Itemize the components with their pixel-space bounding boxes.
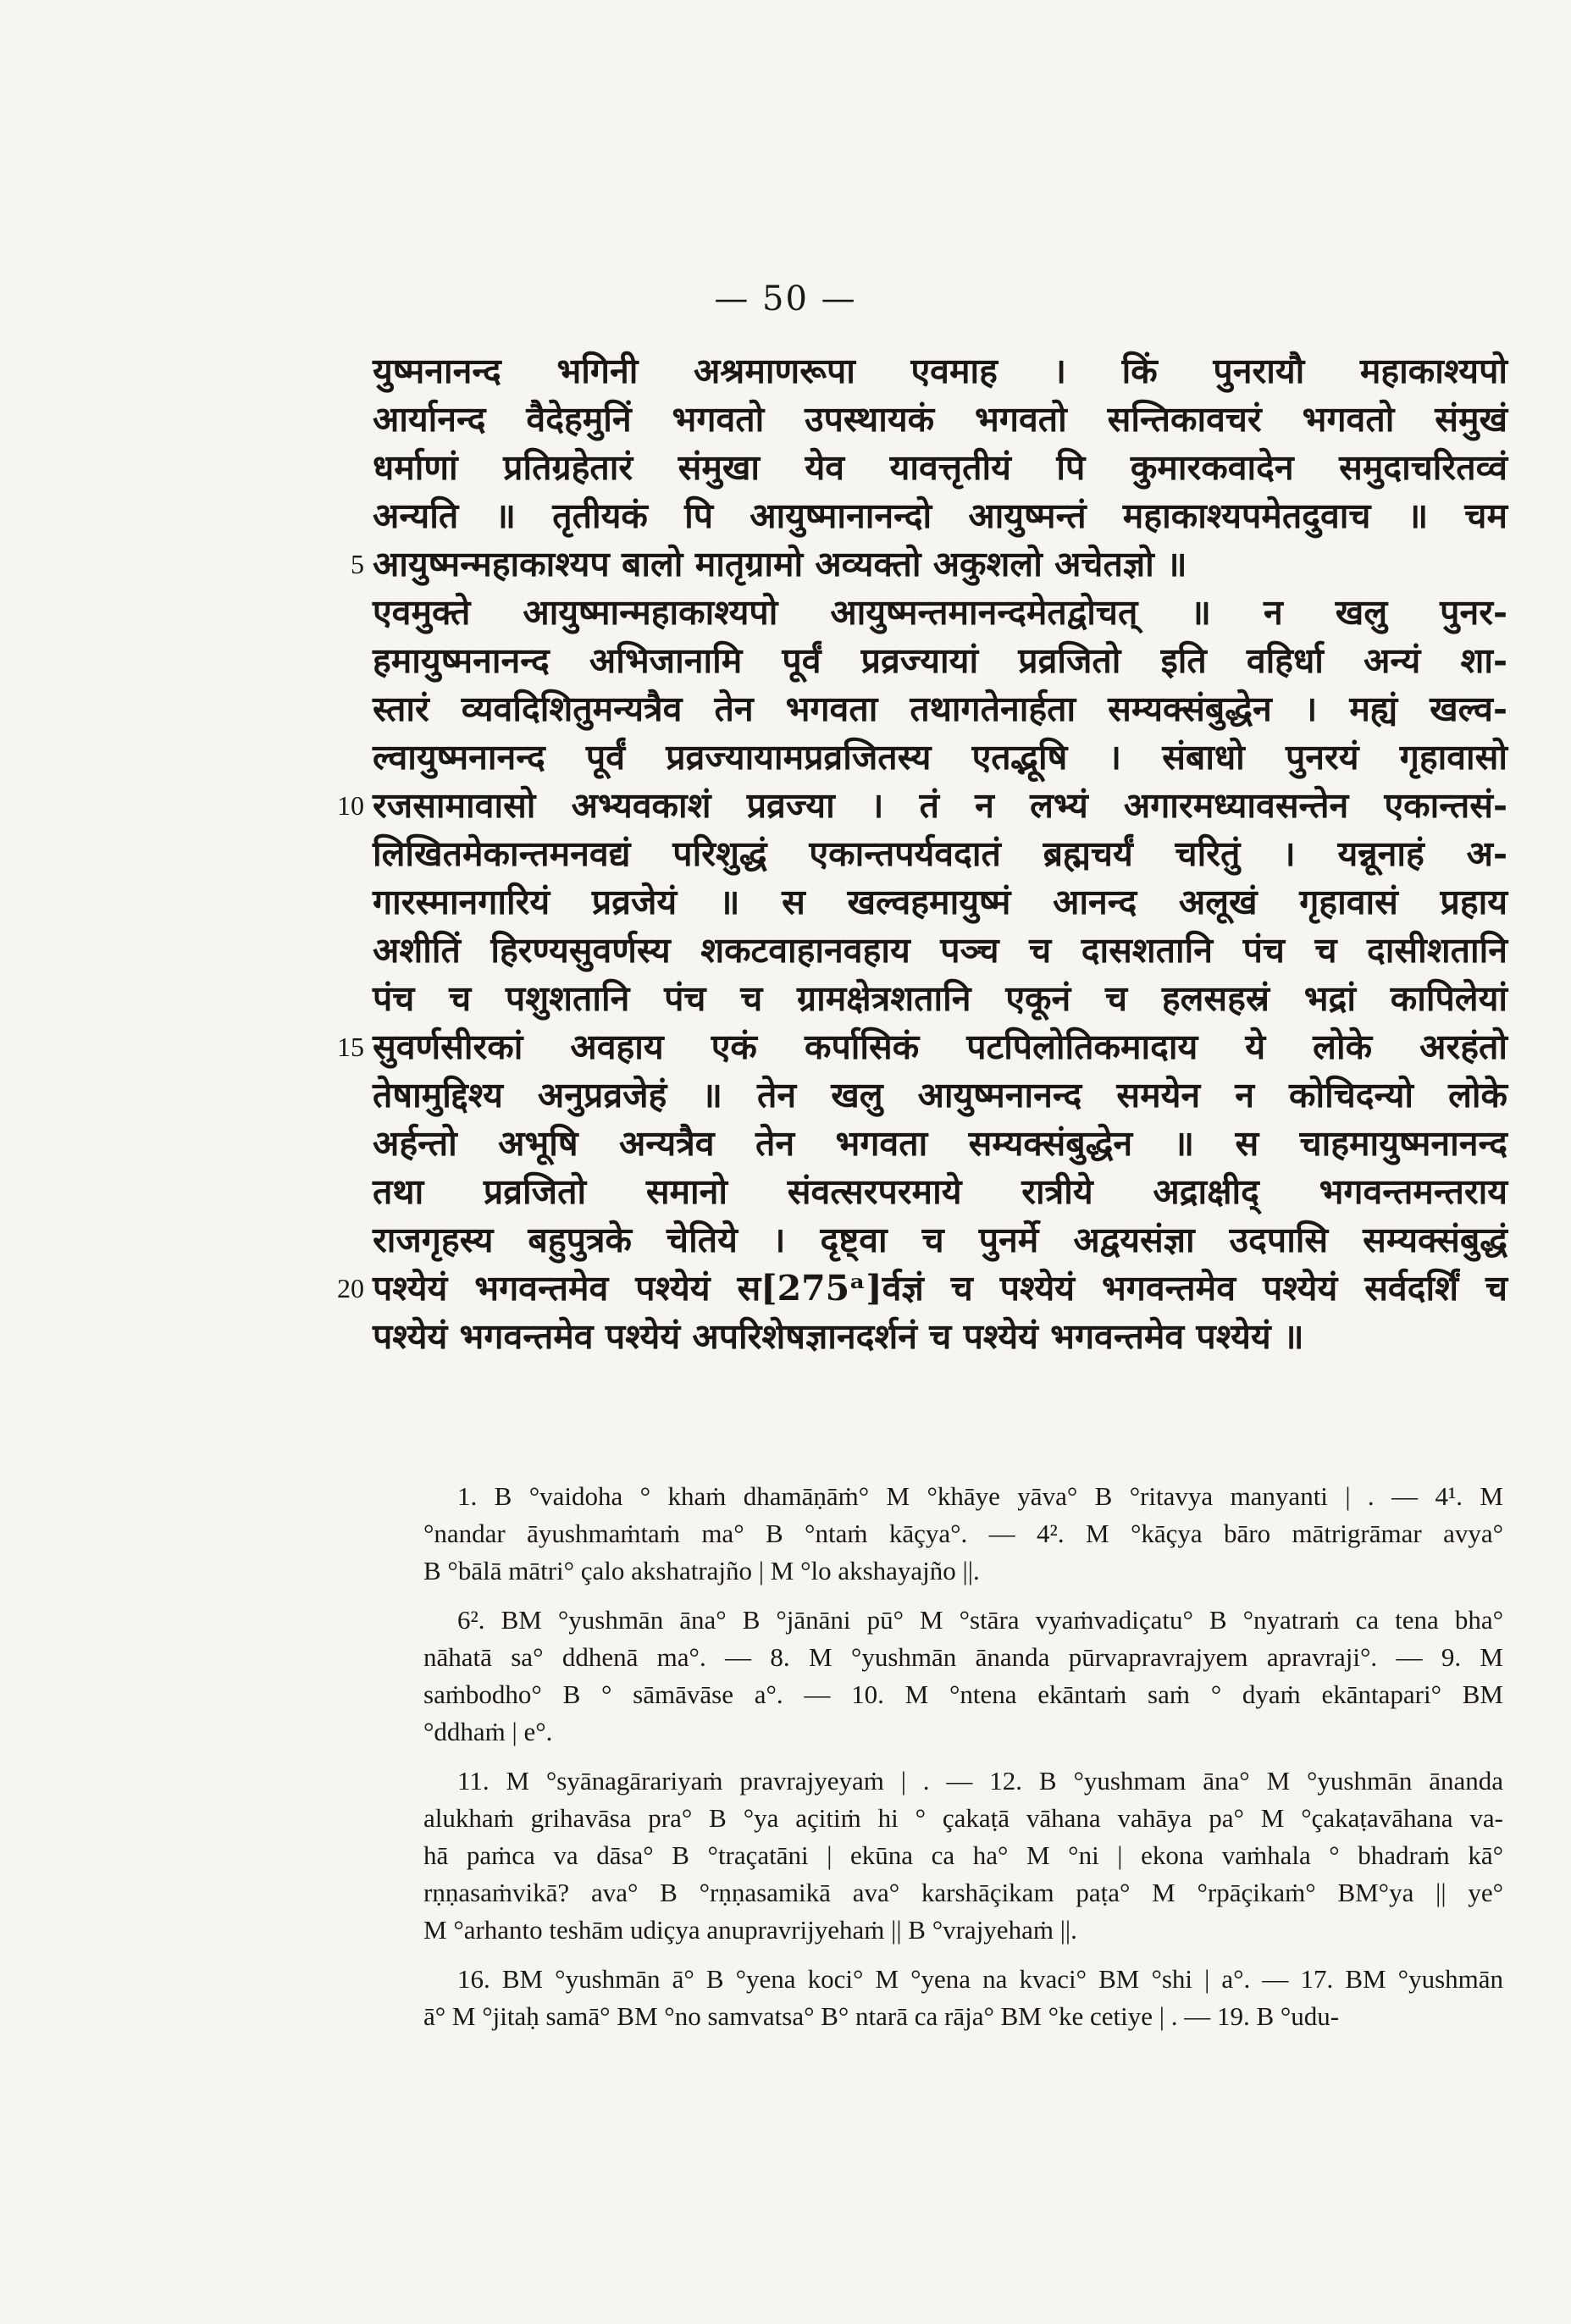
- line-number: 5: [351, 549, 364, 579]
- line-number: 10: [337, 790, 364, 821]
- text-line: [373, 685, 1507, 733]
- text-line: [373, 1168, 1507, 1216]
- footnote-line: ā° M °jitaḥ samā° BM °no samvatsa° B° ntarā ca rāja° BM °ke cetiye | . — 19. B °udu-: [423, 2001, 1340, 2031]
- footnote-line: alukhaṁ grihavāsa pra° B °ya açitiṁ hi ° çakaṭā vāhana vahāya pa° M °çakaṭavāhana va-: [423, 1803, 1503, 1833]
- text-line: [373, 347, 1507, 396]
- footnote-line: 16. BM °yushmān ā° B °yena koci° M °yena na kvaci° BM °shi | a°. — 17. BM °yushmān: [457, 1964, 1503, 1994]
- text-line: [373, 1071, 1507, 1120]
- text-line: [373, 733, 1507, 782]
- line-text: सुवर्णसीरकां अवहाय एकं कर्पासिकं पटपिलोतिकमादाय ये लोके अरहंतो: [373, 1026, 1507, 1067]
- footnote-paragraph: [423, 1961, 1503, 2035]
- page-number: — 50 —: [714, 279, 857, 318]
- line-text: धर्माणां प्रतिग्रहेतारं संमुखा येव यावत्तृतीयं पि कुमारकवादेन समुदाचरितव्वं: [373, 447, 1507, 488]
- footnote-paragraph: [423, 1602, 1503, 1751]
- line-text: हमायुष्मनानन्द अभिजानामि पूर्वं प्रव्रज्यायां प्रव्रजितो इति वहिर्धा अन्यं शा-: [373, 640, 1507, 681]
- footnote-line: M °arhanto teshām udiçya anupravrijyehaṁ || B °vrajyehaṁ ||.: [423, 1915, 1077, 1945]
- text-line: [373, 589, 1507, 637]
- line-text: तेषामुद्दिश्य अनुप्रव्रजेहं ॥ तेन खलु आयुष्मनानन्द समयेन न कोचिदन्यो लोके: [373, 1075, 1507, 1115]
- line-text: राजगृहस्य बहुपुत्रके चेतिये । दृष्ट्वा च पुनर्मे अद्वयसंज्ञा उदपासि सम्यक्संबुद्धं: [373, 1220, 1507, 1260]
- line-text: पश्येयं भगवन्तमेव पश्येयं स[275ᵃ]र्वज्ञं च पश्येयं भगवन्तमेव पश्येयं सर्वदर्शिं च: [373, 1268, 1507, 1309]
- line-number: 15: [337, 1032, 364, 1062]
- line-number: 20: [337, 1273, 364, 1303]
- text-line: [373, 830, 1507, 878]
- footnote-line: B °bālā mātri° çalo akshatrajño | M °lo akshayajño ||.: [423, 1556, 980, 1585]
- footnote-line: rṇṇasaṁvikā? ava° B °rṇṇasamikā ava° karshāçikam paṭa° M °rpāçikaṁ° BM°ya || ye°: [423, 1878, 1503, 1907]
- line-text: अशीतिं हिरण्यसुवर्णस्य शकटवाहानवहाय पञ्च च दासशतानि पंच च दासीशतानि: [373, 930, 1507, 971]
- footnote-paragraph: [423, 1762, 1503, 1949]
- line-text: तथा प्रव्रजितो समानो संवत्सरपरमाये रात्रीये अद्राक्षीद् भगवन्तमन्तराय: [373, 1171, 1507, 1212]
- text-line: [337, 1023, 1507, 1071]
- footnote-line: 11. M °syānagārariyaṁ pravrajyeyaṁ | . — 12. B °yushmam āna° M °yushmān ānanda: [457, 1766, 1503, 1796]
- line-text: लिखितमेकान्तमनवद्यं परिशुद्धं एकान्तपर्यवदातं ब्रह्मचर्यं चरितुं । यन्नूनाहं अ-: [373, 833, 1507, 874]
- text-line: [373, 492, 1507, 540]
- text-line: [373, 396, 1507, 444]
- line-text: एवमुक्ते आयुष्मान्महाकाश्यपो आयुष्मन्तमानन्दमेतद्वोचत् ॥ न खलु पुनर-: [373, 592, 1507, 633]
- line-text: युष्मनानन्द भगिनी अश्रमाणरूपा एवमाह । किं पुनरायौ महाकाश्यपो: [373, 351, 1507, 391]
- text-line: [373, 1120, 1507, 1168]
- text-line: [373, 1313, 1507, 1361]
- footnote-line: nāhatā sa° ddhenā ma°. — 8. M °yushmān ānanda pūrvapravrajyem apravraji°. — 9. M: [423, 1642, 1503, 1672]
- line-text: अर्हन्तो अभूषि अन्यत्रैव तेन भगवता सम्यक्संबुद्धेन ॥ स चाहमायुष्मनानन्द: [373, 1123, 1507, 1164]
- footnote-line: saṁbodho° B ° sāmāvāse a°. — 10. M °ntena ekāntaṁ saṁ ° dyaṁ ekāntapari° BM: [423, 1679, 1503, 1709]
- text-line: [373, 637, 1507, 685]
- line-text: ल्वायुष्मनानन्द पूर्वं प्रव्रज्यायामप्रव्रजितस्य एतद्भूषि । संबाधो पुनरयं गृहावासो: [373, 737, 1507, 777]
- text-line: [373, 878, 1507, 927]
- text-line: [351, 540, 1507, 589]
- text-line: [373, 1216, 1507, 1264]
- line-text: आयुष्मन्महाकाश्यप बालो मातृग्रामो अव्यक्तो अकुशलो अचेतज्ञो ॥: [373, 544, 1187, 584]
- footnote-line: °ddhaṁ | e°.: [423, 1717, 553, 1746]
- footnote-line: 6². BM °yushmān āna° B °jānāni pū° M °stāra vyaṁvadiçatu° B °nyatraṁ ca tena bha°: [457, 1605, 1503, 1635]
- line-text: पश्येयं भगवन्तमेव पश्येयं अपरिशेषज्ञानदर्शनं च पश्येयं भगवन्तमेव पश्येयं ॥: [373, 1316, 1304, 1357]
- sanskrit-main-text: [337, 347, 1507, 1361]
- text-line: [337, 1264, 1507, 1313]
- text-line: [373, 927, 1507, 975]
- footnote-line: 1. B °vaidoha ° khaṁ dhamāṇāṁ° M °khāye yāva° B °ritavya manyanti | . — 4¹. M: [457, 1481, 1503, 1511]
- text-line: [373, 975, 1507, 1023]
- line-text: आर्यानन्द वैदेहमुनिं भगवतो उपस्थायकं भगवतो सन्तिकावचरं भगवतो संमुखं: [373, 399, 1507, 440]
- footnotes: [423, 1478, 1503, 2047]
- text-line: [337, 782, 1507, 830]
- line-text: स्तारं व्यवदिशितुमन्यत्रैव तेन भगवता तथागतेनार्हता सम्यक्संबुद्धेन । मह्यं खल्व-: [373, 689, 1507, 729]
- line-text: पंच च पशुशतानि पंच च ग्रामक्षेत्रशतानि एकूनं च हलसहस्रं भद्रां कापिलेयां: [373, 978, 1507, 1019]
- line-text: अन्यति ॥ तृतीयकं पि आयुष्मानानन्दो आयुष्मन्तं महाकाश्यपमेतदुवाच ॥ चम: [373, 495, 1507, 536]
- footnote-line: hā paṁca va dāsa° B °traçatāni | ekūna ca ha° M °ni | ekona vaṁhala ° bhadraṁ kā°: [423, 1840, 1503, 1870]
- footnote-line: °nandar āyushmaṁtaṁ ma° B °ntaṁ kāçya°. — 4². M °kāçya bāro mātrigrāmar avya°: [423, 1519, 1503, 1548]
- line-text: गारस्मानगारियं प्रव्रजेयं ॥ स खल्वहमायुष्मं आनन्द अलूखं गृहावासं प्रहाय: [373, 882, 1507, 922]
- footnote-paragraph: [423, 1478, 1503, 1590]
- text-line: [373, 444, 1507, 492]
- line-text: रजसामावासो अभ्यवकाशं प्रव्रज्या । तं न लभ्यं अगारमध्यावसन्तेन एकान्तसं-: [373, 785, 1507, 826]
